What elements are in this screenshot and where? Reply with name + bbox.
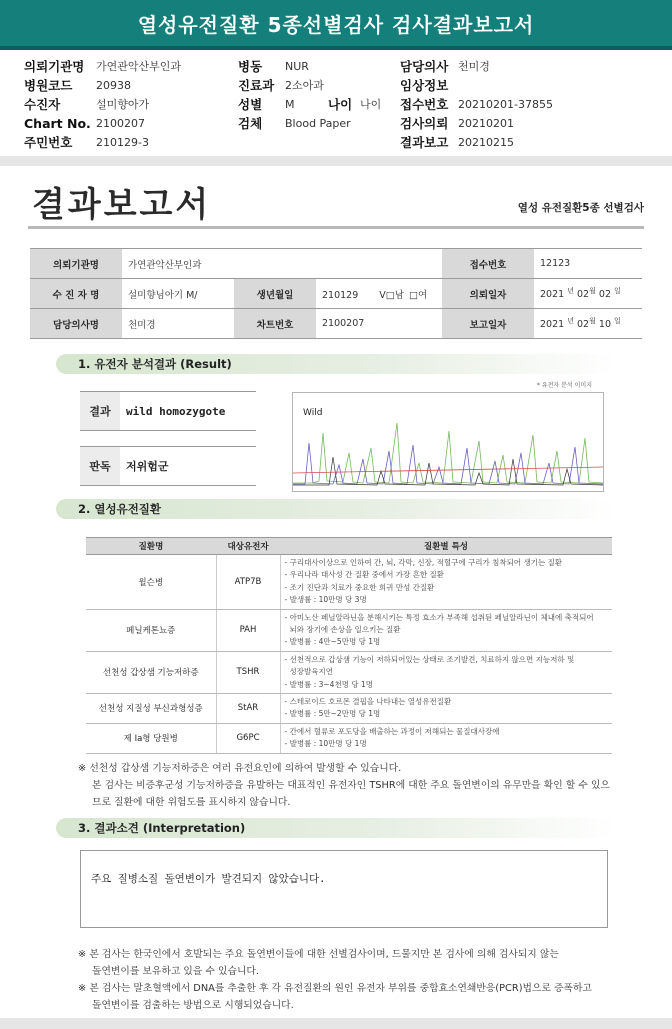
disease-name: 선천성 지질성 부신과형성증: [86, 694, 216, 724]
female-checkbox: □: [409, 289, 418, 301]
chromatogram-image: [292, 392, 604, 492]
info-value: 20210201-37855: [458, 98, 553, 111]
interpretation-text: 주요 질병소질 돌연변이가 발견되지 않았습니다.: [91, 873, 326, 885]
feature-line: - 조기 진단과 치료가 중요한 희귀 만성 간질환: [284, 582, 435, 592]
male-label: 남: [394, 289, 404, 301]
female-label: 여: [417, 289, 428, 301]
footer-band: [0, 1018, 672, 1029]
day-unit: 일: [614, 287, 621, 296]
interpretation-box: [80, 850, 608, 928]
note-line: 본 검사는 비증후군성 기능저하증을 유발하는 대표적인 유전자인 TSHR에 대한 주요 돌연변이의 유무만을 확인 할 수 있으: [92, 780, 610, 791]
report-banner: [0, 0, 672, 50]
chromatogram-svg: [293, 393, 603, 491]
info-label: Chart No.: [24, 116, 91, 131]
info-value: 2100207: [96, 117, 145, 130]
feature-line: - 선천적으로 갑상샘 기능이 저하되어있는 상태로 조기발견, 치료하지 않으면 지능저하 및: [284, 654, 575, 664]
separator-band: [0, 156, 672, 166]
table-row: [30, 279, 642, 309]
birth-date: 210129: [322, 289, 359, 301]
note-line: ※ 본 검사는 한국인에서 호발되는 주요 돌연변이들에 대한 선별검사이며, 드물지만 본 검사에 의해 검사되지 않는: [78, 949, 559, 960]
disease-features: [280, 723, 612, 753]
section-title: 2. 열성유전질환: [78, 502, 162, 516]
feature-line: - 발병률 : 10만명 당 1명: [284, 739, 367, 749]
info-value: 2소아과: [285, 79, 324, 92]
title-divider: [28, 226, 644, 229]
info-label: 수진자: [24, 97, 61, 112]
male-checkbox: □: [385, 289, 395, 301]
table-header-row: [86, 538, 612, 555]
info-value: 20938: [96, 79, 131, 92]
info-value: 천미경: [458, 60, 490, 73]
tshr-note: [78, 760, 618, 811]
disease-gene: StAR: [216, 694, 280, 724]
disease-name: 선천성 갑상샘 기능저하증: [86, 651, 216, 693]
info-value: 20210215: [458, 136, 514, 149]
info-label: 임상정보: [400, 78, 449, 93]
name-value: 설미향님아기 M/: [122, 279, 234, 309]
judge-row: [80, 446, 256, 486]
feature-line: - 발생률 : 10만명 당 3명: [284, 595, 367, 605]
table-row: [86, 723, 612, 753]
disease-gene: TSHR: [216, 651, 280, 693]
info-label: 검사의뢰: [400, 116, 449, 131]
info-value: M: [285, 98, 295, 111]
req-day: 02: [598, 289, 611, 301]
result-label: 결과: [80, 392, 120, 430]
name-label: 수 진 자 명: [30, 279, 122, 309]
info-label: 진료과: [238, 78, 275, 93]
org-label: 의뢰기관명: [30, 249, 122, 279]
note-line: ※ 본 검사는 말초혈액에서 DNA를 추출한 후 각 유전질환의 원인 유전자 부위를 중합효소연쇄반응(PCR)법으로 증폭하고: [78, 983, 592, 994]
info-label: 주민번호: [24, 135, 73, 150]
info-row-3: [0, 96, 672, 115]
table-row: [30, 309, 642, 339]
col-header: 대상유전자: [216, 538, 280, 555]
disease-table: [86, 537, 612, 754]
info-label: 결과보고: [400, 135, 449, 150]
disease-features: [280, 694, 612, 724]
disease-gene: G6PC: [216, 723, 280, 753]
birth-label: 생년월일: [234, 279, 316, 309]
note-line: 므로 질환에 대한 위험도를 표시하지 않습니다.: [92, 797, 291, 808]
req-label: 의뢰일자: [442, 279, 534, 309]
note-line: 돌연변이를 보유하고 있을 수 있습니다.: [92, 966, 259, 977]
section-header-result: [56, 354, 616, 374]
doc-label: 담당의사명: [30, 309, 122, 339]
info-label: 병원코드: [24, 78, 73, 93]
feature-line: - 발병률 : 3~4천명 당 1명: [284, 679, 373, 689]
col-header: 질환명: [86, 538, 216, 555]
disclaimer-notes: [78, 946, 618, 1014]
disease-features: [280, 555, 612, 610]
section-header-interpretation: [56, 818, 616, 838]
table-row: [86, 694, 612, 724]
info-label: 담당의사: [400, 59, 449, 74]
rep-year: 2021: [540, 319, 565, 331]
table-row: [86, 651, 612, 693]
sex-check-mark: V: [379, 289, 386, 301]
table-row: [86, 609, 612, 651]
section-title: 3. 결과소견 (Interpretation): [78, 821, 246, 835]
info-row-2: [0, 77, 672, 96]
feature-line: - 발병률 : 5만~2만명 당 1명: [284, 709, 381, 719]
result-row: [80, 391, 256, 431]
disease-features: [280, 651, 612, 693]
info-value: NUR: [285, 60, 309, 73]
rep-day: 10: [598, 319, 611, 331]
day-unit: 일: [614, 317, 621, 326]
feature-line: 뇌와 장기에 손상을 일으키는 질환: [289, 625, 401, 635]
info-label: 접수번호: [400, 97, 449, 112]
feature-line: - 아미노산 페닐알라닌을 분해시키는 특정 효소가 부족해 섭취된 페닐알라닌이 체내에 축적되어: [284, 612, 594, 622]
feature-line: - 구리대사이상으로 인하여 간, 뇌, 각막, 신장, 적혈구에 구리가 침착되어 생기는 질환: [284, 558, 563, 567]
disease-features: [280, 609, 612, 651]
req-year: 2021: [540, 289, 565, 301]
info-label: 의뢰기관명: [24, 59, 85, 74]
result-value: wild homozygote: [126, 404, 226, 418]
info-value: 20210201: [458, 117, 514, 130]
info-label: 병동: [238, 59, 263, 74]
req-date: [534, 279, 642, 309]
disease-gene: PAH: [216, 609, 280, 651]
recv-value: 12123: [534, 249, 642, 279]
info-value: 가연관악산부인과: [96, 60, 182, 73]
section-title: 1. 유전자 분석결과 (Result): [78, 357, 232, 371]
report-subtitle: 열성 유전질환5종 선별검사: [517, 202, 644, 214]
info-value: Blood Paper: [285, 117, 351, 130]
feature-line: - 스테로이드 호르몬 결핍을 나타내는 열성유전질환: [284, 697, 452, 707]
chromatogram-label: Wild: [303, 408, 323, 418]
feature-line: 성장발육지연: [289, 667, 333, 677]
birth-value: [316, 279, 442, 309]
info-row-4: [0, 115, 672, 134]
table-row: [86, 555, 612, 610]
image-note: * 유전자 분석 이미지: [536, 382, 592, 389]
judge-value: 저위험군: [126, 460, 169, 473]
note-line: ※ 선천성 갑상샘 기능저하증은 여러 유전요인에 의하여 발생할 수 있습니다.: [78, 763, 402, 774]
year-unit: 년: [567, 287, 574, 296]
banner-title: 열성유전질환 5종선별검사 검사결과보고서: [137, 13, 535, 37]
info-row-1: [0, 58, 672, 77]
doc-value: 천미경: [122, 309, 234, 339]
rep-label: 보고일자: [442, 309, 534, 339]
info-value: 설미향아가: [96, 98, 150, 111]
patient-info-table: [30, 248, 642, 339]
judge-label: 판독: [80, 447, 120, 485]
disease-name: 제 Ia형 당원병: [86, 723, 216, 753]
note-line: 돌연변이를 검출하는 방법으로 시행되었습니다.: [92, 1000, 294, 1011]
info-value: 210129-3: [96, 136, 149, 149]
recv-label: 접수번호: [442, 249, 534, 279]
req-month: 02: [577, 289, 590, 301]
chart-label: 차트번호: [234, 309, 316, 339]
disease-name: 윌슨병: [86, 555, 216, 610]
year-unit: 년: [567, 317, 574, 326]
info-row-5: [0, 134, 672, 153]
section-header-disease: [56, 499, 616, 519]
feature-line: - 간에서 혈류로 포도당을 배출하는 과정이 저해되는 물질대사장애: [284, 726, 500, 736]
month-unit: 월: [589, 317, 596, 326]
org-value: 가연관악산부인과: [122, 249, 442, 279]
disease-name: 페닐케톤뇨증: [86, 609, 216, 651]
rep-month: 02: [577, 319, 590, 331]
info-label: 성별: [238, 97, 263, 112]
info-label: 나이: [328, 97, 353, 112]
info-label: 검체: [238, 116, 263, 131]
feature-line: - 우리나라 대사성 간 질환 중에서 가장 흔한 질환: [284, 570, 444, 580]
rep-date: [534, 309, 642, 339]
report-title: 결과보고서: [32, 185, 212, 225]
month-unit: 월: [589, 287, 596, 296]
info-value: 나이: [360, 98, 382, 111]
feature-line: - 발병률 : 4만~5만명 당 1명: [284, 637, 381, 647]
disease-gene: ATP7B: [216, 555, 280, 610]
chart-value: 2100207: [316, 309, 442, 339]
table-row: [30, 249, 642, 279]
col-header: 질환별 특성: [280, 538, 612, 555]
